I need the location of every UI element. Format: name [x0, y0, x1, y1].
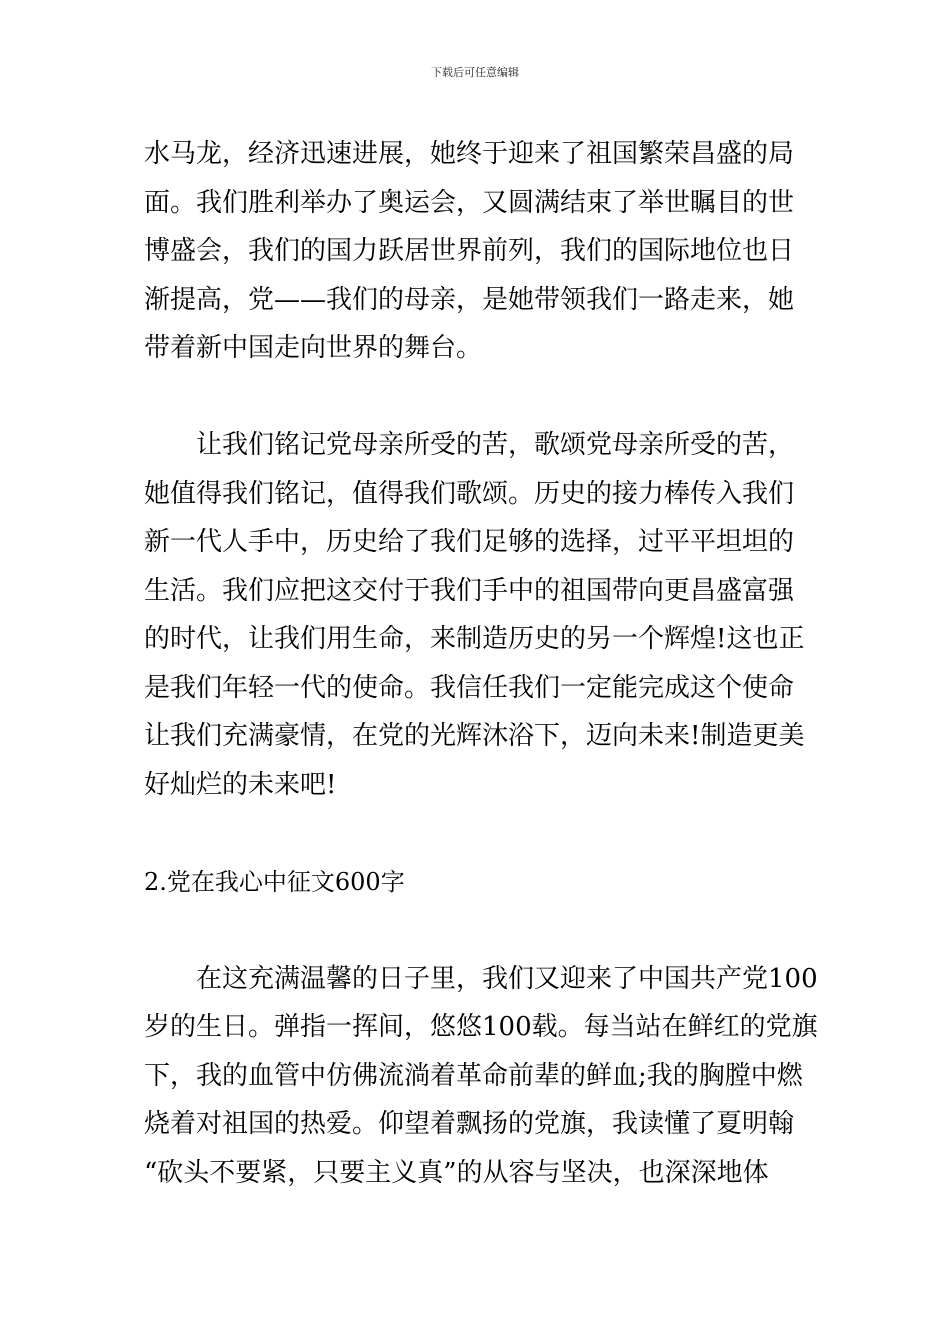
text-line: 渐提高，党——我们的母亲，是她带领我们一路走来，她 — [144, 284, 795, 315]
text-line: 博盛会，我们的国力跃居世界前列，我们的国际地位也日 — [144, 236, 795, 266]
paragraph-3 — [144, 955, 818, 1198]
text-line: 新一代人手中，历史给了我们足够的选择，过平平坦坦的 — [144, 527, 795, 557]
section-heading — [144, 858, 808, 907]
section-heading-text: 2.党在我心中征文600字 — [144, 867, 405, 896]
text-line: 在这充满温馨的日子里，我们又迎来了中国共产党100 — [144, 963, 818, 994]
text-line: “砍头不要紧，只要主义真”的从容与坚决，也深深地体 — [144, 1157, 769, 1188]
text-line: 让我们铭记党母亲所受的苦，歌颂党母亲所受的苦， — [144, 430, 795, 460]
text-line: 的时代，让我们用生命，来制造历史的另一个辉煌!这也正 — [144, 624, 805, 654]
text-line: 水马龙，经济迅速进展，她终于迎来了祖国繁荣昌盛的局 — [144, 139, 795, 169]
paragraph-spacer — [144, 809, 808, 858]
text-line: 面。我们胜利举办了奥运会，又圆满结束了举世瞩目的世 — [144, 187, 795, 218]
text-line: 生活。我们应把这交付于我们手中的祖国带向更昌盛富强 — [144, 575, 795, 606]
text-line: 是我们年轻一代的使命。我信任我们一定能完成这个使命 — [144, 672, 795, 703]
paragraph-spacer — [144, 906, 808, 955]
paragraph-2 — [144, 421, 808, 809]
text-line: 下，我的血管中仿佛流淌着革命前辈的鲜血;我的胸膛中燃 — [144, 1060, 803, 1091]
text-line: 烧着对祖国的热爱。仰望着飘扬的党旗，我读懂了夏明翰 — [144, 1109, 795, 1139]
text-line: 让我们充满豪情，在党的光辉沐浴下，迈向未来!制造更美 — [144, 721, 805, 751]
document-body — [144, 130, 818, 1197]
page-header-note: 下载后可任意编辑 — [431, 66, 519, 79]
text-line: 好灿烂的未来吧! — [144, 769, 337, 800]
paragraph-1 — [144, 130, 808, 373]
text-line: 她值得我们铭记，值得我们歌颂。历史的接力棒传入我们 — [144, 478, 795, 509]
paragraph-spacer — [144, 373, 808, 422]
text-line: 带着新中国走向世界的舞台。 — [144, 333, 483, 363]
text-line: 岁的生日。弹指一挥间，悠悠100载。每当站在鲜红的党旗 — [144, 1012, 818, 1042]
